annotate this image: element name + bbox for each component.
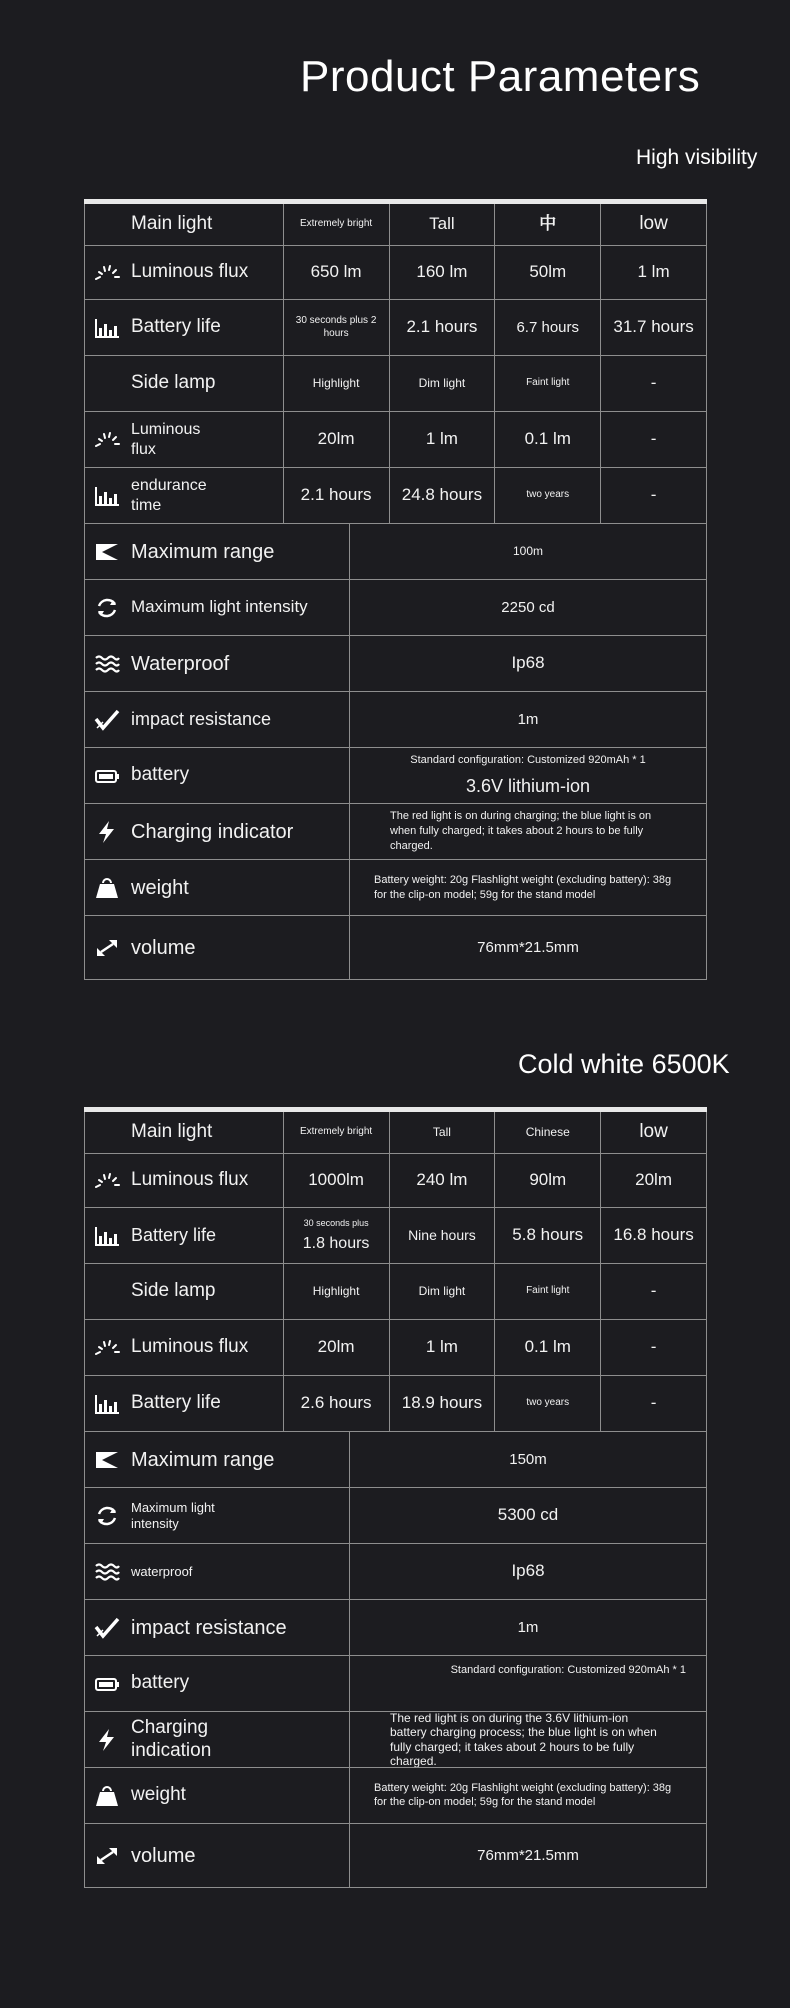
row-label-cell (85, 580, 350, 636)
value-cell: 0.1 lm (495, 412, 601, 468)
table-row (84, 1824, 707, 1888)
battery-icon (93, 1672, 121, 1696)
row-label: Side lamp (131, 1280, 216, 1302)
row-label-cell (85, 636, 350, 692)
table-row (84, 636, 707, 692)
intensity-icon (93, 596, 121, 620)
table-row (84, 860, 707, 916)
value-cell: Faint light (495, 1264, 601, 1320)
row-label-cell (85, 1488, 350, 1544)
table-row (84, 1768, 707, 1824)
battery-life-icon (93, 1224, 121, 1248)
value-cell: - (601, 356, 707, 412)
value-cell: Standard configuration: Customized 920mAh * 1 (350, 1656, 707, 1712)
table-row (84, 1656, 707, 1712)
row-label-cell (85, 1432, 350, 1488)
value-cell: 30 seconds plus 2 hours (284, 300, 390, 356)
value-cell: 1m (350, 692, 707, 748)
range-icon (93, 540, 121, 564)
value-cell: 1 lm (390, 1320, 496, 1376)
value-cell: 1m (350, 1600, 707, 1656)
row-label-cell (85, 1824, 350, 1888)
value-cell: 2250 cd (350, 580, 707, 636)
value-cell: Ip68 (350, 1544, 707, 1600)
row-label: Maximum light intensity (131, 1499, 215, 1531)
row-label-cell (85, 1320, 284, 1376)
table-row (84, 692, 707, 748)
battery-life-icon (93, 316, 121, 340)
value-cell: 24.8 hours (390, 468, 496, 524)
row-label-cell (85, 356, 284, 412)
value-cell: Nine hours (390, 1208, 496, 1264)
value-cell: 90lm (495, 1154, 601, 1208)
battery-icon (93, 764, 121, 788)
charging-icon (93, 1728, 121, 1752)
value-cell: Highlight (284, 356, 390, 412)
value-cell: 1 lm (601, 246, 707, 300)
table-row (84, 1488, 707, 1544)
row-label: waterproof (131, 1563, 193, 1579)
row-label: Side lamp (131, 372, 216, 394)
row-label: volume (131, 936, 196, 959)
page-title: Product Parameters (300, 52, 701, 101)
table-row (84, 412, 707, 468)
row-label: Battery life (131, 316, 221, 338)
row-label-cell (85, 1712, 350, 1768)
value-cell: 76mm*21.5mm (350, 1824, 707, 1888)
row-label-cell (85, 204, 284, 246)
luminous-flux-icon (93, 428, 121, 452)
value-cell: 5300 cd (350, 1488, 707, 1544)
battery-life-icon (93, 1392, 121, 1416)
value-cell: - (601, 1376, 707, 1432)
row-label: Battery life (131, 1224, 217, 1245)
value-cell: - (601, 412, 707, 468)
value-cell: 18.9 hours (390, 1376, 496, 1432)
value-cell: 中 (495, 204, 601, 246)
row-label-cell (85, 524, 350, 580)
row-label: volume (131, 1844, 196, 1867)
row-label: battery (131, 1672, 190, 1694)
charging-icon (93, 820, 121, 844)
value-cell: 100m (350, 524, 707, 580)
row-label-cell (85, 1112, 284, 1154)
row-label: Luminous flux (131, 1336, 249, 1358)
battery-type-text: 3.6V lithium-ion (465, 776, 591, 797)
value-cell: 2.1 hours (390, 300, 496, 356)
weight-icon (93, 876, 121, 900)
row-label-cell (85, 1208, 284, 1264)
value-cell: Dim light (390, 1264, 496, 1320)
row-label-cell (85, 1656, 350, 1712)
impact-icon (93, 1616, 121, 1640)
row-label: weight (131, 876, 189, 899)
value-cell: Battery weight: 20g Flashlight weight (excluding battery): 38g for the clip-on model; 59g for the stand model (350, 860, 707, 916)
table-row (84, 468, 707, 524)
impact-icon (93, 708, 121, 732)
waterproof-icon (93, 1560, 121, 1584)
value-cell: Ip68 (350, 636, 707, 692)
row-label: Main light (131, 213, 213, 235)
battery-life-icon (93, 484, 121, 508)
value-cell: 1 lm (390, 412, 496, 468)
value-cell: low (601, 204, 707, 246)
volume-icon (93, 936, 121, 960)
battery-life-value: 1.8 hours (302, 1235, 370, 1253)
value-cell (350, 748, 707, 804)
table-row (84, 1544, 707, 1600)
table-row (84, 246, 707, 300)
row-label-cell (85, 860, 350, 916)
luminous-flux-icon (93, 1336, 121, 1360)
table-row (84, 1600, 707, 1656)
table-row (84, 804, 707, 860)
value-cell: 20lm (284, 412, 390, 468)
row-label: endurance time (131, 477, 207, 514)
value-cell: 6.7 hours (495, 300, 601, 356)
row-label: impact resistance (131, 1616, 287, 1639)
section-heading-cold-white: Cold white 6500K (518, 1049, 730, 1079)
value-cell: - (601, 468, 707, 524)
value-cell: Battery weight: 20g Flashlight weight (excluding battery): 38g for the clip-on model; 59g for the stand model (350, 1768, 707, 1824)
row-label-cell (85, 412, 284, 468)
value-cell: 650 lm (284, 246, 390, 300)
table-row (84, 916, 707, 980)
luminous-flux-icon (93, 261, 121, 285)
row-label: Battery life (131, 1392, 221, 1414)
table-row (84, 356, 707, 412)
value-cell: Dim light (390, 356, 496, 412)
value-cell: 20lm (601, 1154, 707, 1208)
value-cell: 2.1 hours (284, 468, 390, 524)
row-label-cell (85, 804, 350, 860)
value-cell: 240 lm (390, 1154, 496, 1208)
table-row (84, 300, 707, 356)
value-cell: 76mm*21.5mm (350, 916, 707, 980)
spec-table-cold-white (84, 1107, 707, 1888)
row-label: Luminous flux (131, 421, 201, 458)
table-row (84, 1712, 707, 1768)
value-cell: 0.1 lm (495, 1320, 601, 1376)
row-label-cell (85, 916, 350, 980)
table-row (84, 1320, 707, 1376)
row-label: Maximum light intensity (131, 597, 308, 617)
row-label-cell (85, 246, 284, 300)
section-heading-high-visibility: High visibility (636, 146, 758, 169)
value-cell: 1000lm (284, 1154, 390, 1208)
volume-icon (93, 1844, 121, 1868)
value-cell: 150m (350, 1432, 707, 1488)
value-cell (284, 1208, 390, 1264)
row-label-cell (85, 300, 284, 356)
table-row (84, 580, 707, 636)
value-cell: - (601, 1264, 707, 1320)
row-label: battery (131, 764, 190, 786)
weight-icon (93, 1784, 121, 1808)
value-cell: Faint light (495, 356, 601, 412)
value-cell: The red light is on during charging; the blue light is on when fully charged; it takes about 2 hours to be fully charged. (350, 804, 707, 860)
row-label: Luminous flux (131, 261, 249, 283)
row-label-cell (85, 1154, 284, 1208)
value-cell: two years (495, 468, 601, 524)
value-cell: Chinese (495, 1112, 601, 1154)
waterproof-icon (93, 652, 121, 676)
value-cell: 31.7 hours (601, 300, 707, 356)
row-label: Luminous flux (131, 1169, 249, 1191)
table-row (84, 1432, 707, 1488)
value-cell: 16.8 hours (601, 1208, 707, 1264)
value-cell: two years (495, 1376, 601, 1432)
value-cell: Tall (390, 1112, 496, 1154)
row-label-cell (85, 1264, 284, 1320)
row-label: weight (131, 1784, 186, 1806)
intensity-icon (93, 1504, 121, 1528)
value-cell: Extremely bright (284, 204, 390, 246)
value-cell: The red light is on during the 3.6V lithium-ion battery charging process; the blue light is on when fully charged; it takes about 2 hours to be fully charged. (350, 1712, 707, 1768)
table-row (84, 1264, 707, 1320)
value-cell: 2.6 hours (284, 1376, 390, 1432)
spec-table-high-visibility (84, 199, 707, 980)
row-label: Charging indicator (131, 820, 294, 843)
value-cell: 20lm (284, 1320, 390, 1376)
row-label-cell (85, 468, 284, 524)
value-cell: Highlight (284, 1264, 390, 1320)
row-label-cell (85, 1376, 284, 1432)
value-cell: Extremely bright (284, 1112, 390, 1154)
value-cell: 5.8 hours (495, 1208, 601, 1264)
battery-config-text: Standard configuration: Customized 920mAh * 1 (410, 754, 646, 767)
row-label: Maximum range (131, 1448, 275, 1471)
row-label: Maximum range (131, 540, 275, 563)
value-cell: 160 lm (390, 246, 496, 300)
table-row (84, 204, 707, 246)
row-label-cell (85, 1768, 350, 1824)
table-row (84, 1208, 707, 1264)
row-label-cell (85, 692, 350, 748)
row-label: Waterproof (131, 652, 230, 675)
value-cell: - (601, 1320, 707, 1376)
row-label-cell (85, 1544, 350, 1600)
row-label-cell (85, 1600, 350, 1656)
table-row (84, 1112, 707, 1154)
table-row (84, 524, 707, 580)
row-label-cell (85, 748, 350, 804)
row-label: Charging indication (131, 1716, 212, 1761)
table-row (84, 1154, 707, 1208)
table-row (84, 1376, 707, 1432)
range-icon (93, 1448, 121, 1472)
row-label: impact resistance (131, 708, 272, 729)
table-row (84, 748, 707, 804)
value-cell: low (601, 1112, 707, 1154)
luminous-flux-icon (93, 1169, 121, 1193)
battery-life-prefix: 30 seconds plus (303, 1217, 369, 1228)
row-label: Main light (131, 1121, 213, 1143)
value-cell: Tall (390, 204, 496, 246)
value-cell: 50lm (495, 246, 601, 300)
